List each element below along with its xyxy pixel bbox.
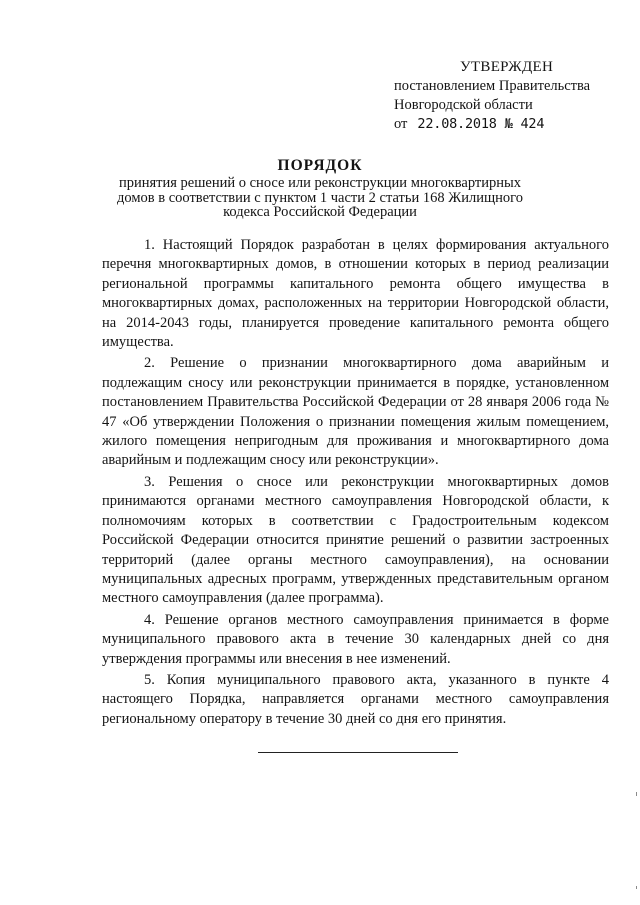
scan-edge-mark [636,886,637,889]
approval-stamp [394,58,634,134]
approval-line-1: постановлением Правительства [394,78,591,94]
approval-line-2: Новгородской области [394,97,533,113]
paragraph-4: 4. Решение органов местного самоуправления принимается в форме муниципального правового акта в течение 30 календарных дней со дня утверждения программы или внесения в нее изменений. [102,611,609,667]
paragraph-1: 1. Настоящий Порядок разработан в целях формирования актуального перечня многоквартирных домов, в отношении которых в период реализации региональной программы капитального ремонта общего имущества в многоквартирных домах, расположенных на территории Новгородской области, на 2014-2043 годы, планируется проведение капитального ремонта общего имущества. [102,237,609,351]
scan-edge-mark [636,792,637,796]
approval-date-number: 22.08.2018 № 424 [417,116,545,132]
end-divider [258,752,458,753]
approval-date-line [394,115,634,134]
approval-date-prefix: от [394,116,408,132]
document-title: ПОРЯДОК [277,157,363,174]
approval-title: УТВЕРЖДЕН [460,59,554,75]
document-subtitle: принятия решений о сносе или реконструкции многоквартирных домов в соответствии с пунктом 1 части 2 статьи 168 Жилищного кодекса Российской Федерации [117,175,523,220]
paragraph-2: 2. Решение о признании многоквартирного дома аварийным и подлежащим сносу или реконструкции принимается в порядке, установленном постановлением Правительства Российской Федерации от 28 января 2006 года № 47 «Об утверждении Положения о признании помещения жилым помещением, жилого помещения непригодным для проживания и многоквартирного дома аварийным и подлежащим сносу или реконструкции». [102,355,609,469]
document-body [102,236,609,731]
paragraph-3: 3. Решения о сносе или реконструкции многоквартирных домов принимаются органами местного самоуправления Новгородской области, к полномочиям которых в соответствии с Градостроительным кодексом Российской Федерации относится принятие решений о развитии застроенных территорий (далее органы местного самоуправления), на основании муниципальных адресных программ, утвержденных представительным органом местного самоуправления (далее программа). [102,473,609,607]
paragraph-5: 5. Копия муниципального правового акта, указанного в пункте 4 настоящего Порядка, направляется органами местного самоуправления региональному оператору в течение 30 дней со дня его принятия. [102,671,609,727]
